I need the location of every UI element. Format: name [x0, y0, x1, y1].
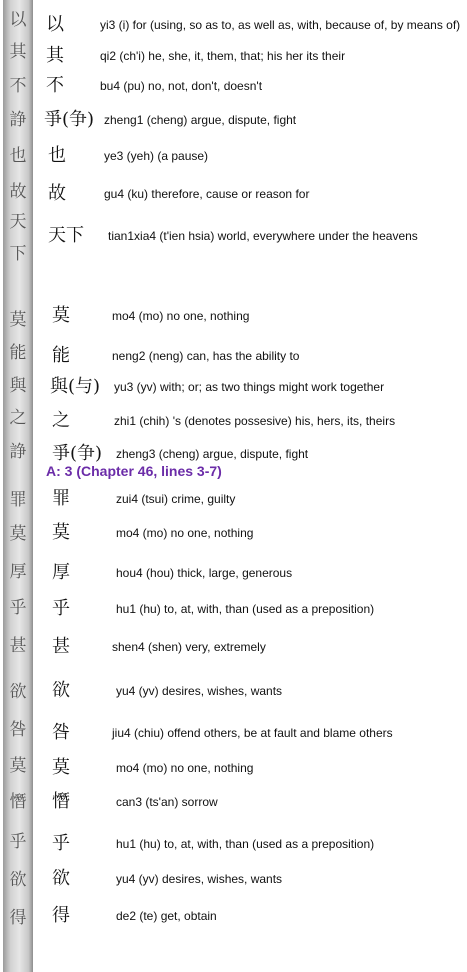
entry-gloss: hu1 (hu) to, at, with, than (used as a preposition) — [116, 837, 375, 851]
entry-character: 咎 — [52, 722, 70, 743]
slip-glyph: 諍 — [9, 442, 27, 462]
slip-glyph: 乎 — [9, 598, 27, 618]
entry-gloss: zui4 (tsui) crime, guilty — [116, 492, 236, 506]
slip-glyph: 罪 — [9, 490, 27, 510]
entry-gloss: can3 (ts'an) sorrow — [116, 795, 218, 809]
entry-character: 爭(争) — [52, 443, 103, 464]
entry-gloss: gu4 (ku) therefore, cause or reason for — [104, 187, 310, 201]
entry-character: 莫 — [52, 757, 70, 778]
entry-character: 其 — [46, 45, 64, 66]
slip-glyph: 與 — [9, 376, 27, 396]
slip-glyph: 其 — [9, 42, 27, 62]
entry-gloss: yu4 (yv) desires, wishes, wants — [116, 872, 283, 886]
entry-gloss: yu4 (yv) desires, wishes, wants — [116, 684, 283, 698]
entry-character: 憯 — [52, 791, 70, 812]
entry-character: 乎 — [52, 598, 70, 619]
slip-glyph: 莫 — [9, 756, 27, 776]
slip-glyph: 得 — [9, 908, 27, 928]
slip-glyph: 故 — [9, 182, 27, 202]
entry-gloss: shen4 (shen) very, extremely — [112, 640, 266, 654]
entry-gloss: de2 (te) get, obtain — [116, 909, 217, 923]
entry-gloss: yi3 (i) for (using, so as to, as well as, with, because of, by means of) — [100, 18, 461, 32]
entry-gloss: hu1 (hu) to, at, with, than (used as a preposition) — [116, 602, 375, 616]
entry-character: 天下 — [48, 225, 84, 246]
entry-character: 甚 — [52, 636, 70, 657]
slip-glyph: 諍 — [9, 110, 27, 130]
slip-glyph: 莫 — [9, 310, 27, 330]
entry-character: 欲 — [52, 868, 70, 889]
slip-glyph: 之 — [9, 408, 27, 428]
slip-glyph: 咎 — [9, 720, 27, 740]
slip-glyph: 不 — [9, 76, 27, 96]
entry-character: 也 — [48, 145, 66, 166]
slip-glyph: 乎 — [9, 832, 27, 852]
slip-glyph: 莫 — [9, 524, 27, 544]
entry-gloss: ye3 (yeh) (a pause) — [104, 149, 209, 163]
entry-character: 罪 — [52, 488, 70, 509]
entry-gloss: zheng3 (cheng) argue, dispute, fight — [116, 447, 309, 461]
entry-gloss: neng2 (neng) can, has the ability to — [112, 349, 300, 363]
entry-gloss: jiu4 (chiu) offend others, be at fault and blame others — [112, 726, 393, 740]
entry-gloss: qi2 (ch'i) he, she, it, them, that; his her its their — [100, 49, 346, 63]
entry-gloss: yu3 (yv) with; or; as two things might work together — [114, 380, 385, 394]
entry-character: 能 — [52, 345, 70, 366]
entry-character: 爭(争) — [44, 109, 95, 130]
entry-gloss: hou4 (hou) thick, large, generous — [116, 566, 293, 580]
entry-gloss: bu4 (pu) no, not, don't, doesn't — [100, 79, 263, 93]
entry-gloss: mo4 (mo) no one, nothing — [116, 526, 254, 540]
entry-gloss: zhi1 (chih) 's (denotes possesive) his, hers, its, theirs — [114, 414, 396, 428]
slip-glyph: 欲 — [9, 870, 27, 890]
section-heading: A: 3 (Chapter 46, lines 3-7) — [46, 463, 222, 479]
entry-character: 故 — [48, 183, 66, 204]
entry-character: 莫 — [52, 305, 70, 326]
slip-glyph: 以 — [9, 10, 27, 30]
slip-glyph: 欲 — [9, 682, 27, 702]
entry-gloss: zheng1 (cheng) argue, dispute, fight — [104, 113, 297, 127]
slip-glyph: 厚 — [9, 562, 27, 582]
entry-character: 不 — [46, 75, 64, 96]
slip-glyph: 能 — [9, 343, 27, 363]
entry-character: 得 — [52, 905, 70, 926]
slip-glyph: 天 — [9, 212, 27, 232]
entry-character: 之 — [52, 410, 70, 431]
bamboo-slip-image — [3, 0, 33, 972]
entry-character: 莫 — [52, 522, 70, 543]
entry-character: 與(与) — [50, 376, 101, 397]
slip-glyph: 憯 — [9, 792, 27, 812]
slip-glyph: 也 — [9, 146, 27, 166]
entry-character: 厚 — [52, 562, 70, 583]
entry-gloss: tian1xia4 (t'ien hsia) world, everywhere under the heavens — [108, 229, 418, 243]
entry-character: 欲 — [52, 680, 70, 701]
entry-character: 以 — [46, 14, 64, 35]
slip-glyph: 甚 — [9, 636, 27, 656]
entry-character: 乎 — [52, 833, 70, 854]
entry-gloss: mo4 (mo) no one, nothing — [116, 761, 254, 775]
entry-gloss: mo4 (mo) no one, nothing — [112, 309, 250, 323]
slip-glyph: 下 — [9, 244, 27, 264]
